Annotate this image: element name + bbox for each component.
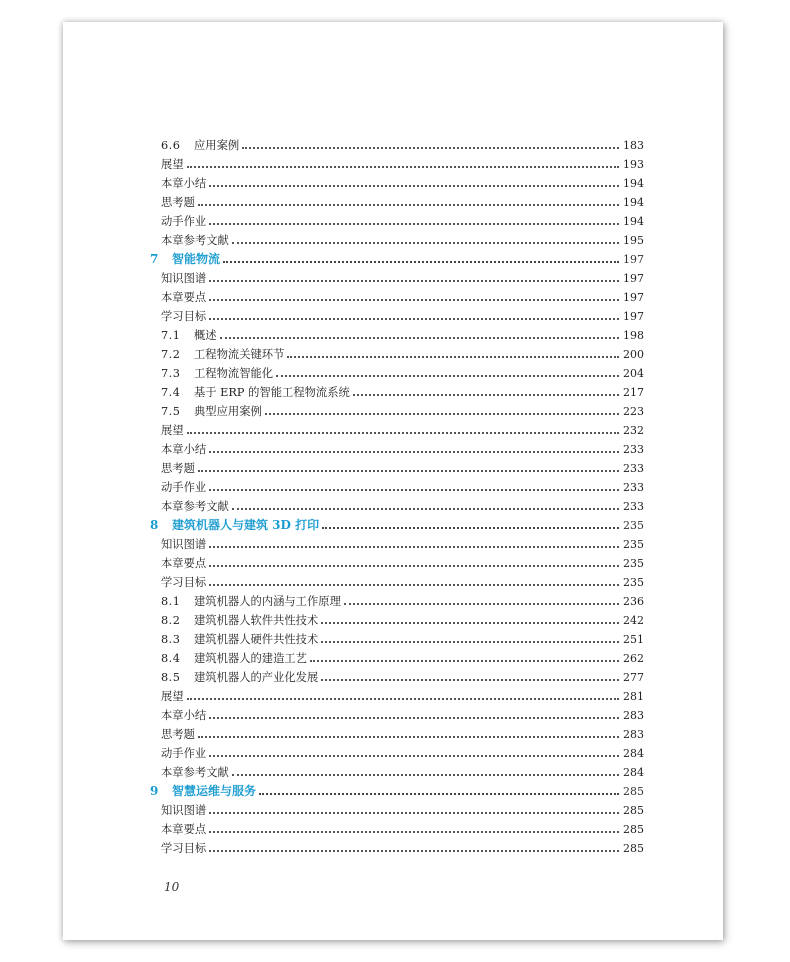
toc-entry-number: 8.1 xyxy=(161,595,181,608)
dot-leader xyxy=(321,621,619,624)
toc-section-row[interactable] xyxy=(161,590,643,609)
dot-leader xyxy=(242,146,619,149)
dot-leader xyxy=(209,184,619,187)
page-folio: 10 xyxy=(164,880,180,894)
toc-page-number: 200 xyxy=(623,348,644,361)
dot-leader xyxy=(209,488,619,491)
toc-page-number: 183 xyxy=(623,139,644,152)
toc-entry-title: 本章小结 xyxy=(161,177,207,190)
toc-page-number: 285 xyxy=(623,823,644,836)
toc-entry-title: 本章小结 xyxy=(161,709,207,722)
toc-entry-title: 建筑机器人硬件共性技术 xyxy=(194,633,319,646)
toc-page-number: 285 xyxy=(623,804,644,817)
toc-entry-title: 知识图谱 xyxy=(161,272,207,285)
dot-leader xyxy=(187,165,619,168)
toc-entry-number: 8.3 xyxy=(161,633,181,646)
toc-chapter-row[interactable] xyxy=(150,780,644,799)
toc-section-row[interactable] xyxy=(161,324,643,343)
toc-page-number: 284 xyxy=(623,766,644,779)
dot-leader xyxy=(321,678,619,681)
dot-leader xyxy=(209,317,619,320)
toc-entry-title: 建筑机器人的建造工艺 xyxy=(194,652,307,665)
toc-item-row[interactable] xyxy=(161,476,643,495)
toc-entry-number: 8 xyxy=(150,518,159,532)
toc-entry-title: 本章要点 xyxy=(161,557,207,570)
toc-item-row[interactable] xyxy=(161,191,643,210)
toc-page-number: 204 xyxy=(623,367,644,380)
toc-page-number: 285 xyxy=(623,842,644,855)
toc-page-number: 284 xyxy=(623,747,644,760)
toc-entry-title: 建筑机器人软件共性技术 xyxy=(194,614,319,627)
toc-page-number: 233 xyxy=(623,481,644,494)
dot-leader xyxy=(310,659,619,662)
toc-item-row[interactable] xyxy=(161,305,643,324)
toc-section-row[interactable] xyxy=(161,362,643,381)
toc-chapter-row[interactable] xyxy=(150,248,644,267)
toc-entry-title: 基于 ERP 的智能工程物流系统 xyxy=(194,386,350,399)
toc-entry-title: 本章要点 xyxy=(161,823,207,836)
toc-entry-title: 工程物流关键环节 xyxy=(194,348,285,361)
toc-item-row[interactable] xyxy=(161,571,643,590)
toc-chapter-row[interactable] xyxy=(150,514,644,533)
dot-leader xyxy=(353,393,619,396)
dot-leader xyxy=(209,849,619,852)
toc-page-number: 197 xyxy=(623,310,644,323)
dot-leader xyxy=(198,735,619,738)
toc-page-number: 197 xyxy=(623,291,644,304)
toc-entry-title: 典型应用案例 xyxy=(194,405,262,418)
toc-page-number: 197 xyxy=(623,272,644,285)
toc-entry-title: 动手作业 xyxy=(161,215,207,228)
dot-leader xyxy=(209,564,619,567)
toc-item-row[interactable] xyxy=(161,704,643,723)
toc-item-row[interactable] xyxy=(161,457,643,476)
toc-entry-title: 展望 xyxy=(161,424,184,437)
toc-section-row[interactable] xyxy=(161,609,643,628)
toc-page-number: 194 xyxy=(623,177,644,190)
toc-entry-title: 知识图谱 xyxy=(161,804,207,817)
toc-page-number: 235 xyxy=(623,519,644,532)
toc-item-row[interactable] xyxy=(161,438,643,457)
dot-leader xyxy=(209,583,619,586)
toc-item-row[interactable] xyxy=(161,818,643,837)
toc-entry-number: 9 xyxy=(150,784,159,798)
toc-item-row[interactable] xyxy=(161,742,643,761)
toc-page-number: 232 xyxy=(623,424,644,437)
toc-entry-title: 智慧运维与服务 xyxy=(172,784,257,798)
toc-item-row[interactable] xyxy=(161,685,643,704)
toc-item-row[interactable] xyxy=(161,495,643,514)
toc-section-row[interactable] xyxy=(161,666,643,685)
toc-item-row[interactable] xyxy=(161,267,643,286)
toc-page-number: 194 xyxy=(623,196,644,209)
toc-page-number: 233 xyxy=(623,443,644,456)
toc-item-row[interactable] xyxy=(161,837,643,856)
toc-entry-title: 展望 xyxy=(161,158,184,171)
toc-section-row[interactable] xyxy=(161,647,643,666)
toc-entry-number: 6.6 xyxy=(161,139,181,152)
toc-page-number: 193 xyxy=(623,158,644,171)
toc-entry-number: 7 xyxy=(150,252,159,266)
dot-leader xyxy=(209,450,619,453)
dot-leader xyxy=(187,697,619,700)
toc-page-number: 277 xyxy=(623,671,644,684)
toc-entry-number: 8.4 xyxy=(161,652,181,665)
toc-section-row[interactable] xyxy=(161,628,643,647)
toc-page-number: 262 xyxy=(623,652,644,665)
dot-leader xyxy=(209,222,619,225)
toc-item-row[interactable] xyxy=(161,723,643,742)
dot-leader xyxy=(287,355,619,358)
toc-item-row[interactable] xyxy=(161,533,643,552)
dot-leader xyxy=(322,526,619,529)
dot-leader xyxy=(232,241,619,244)
dot-leader xyxy=(276,374,619,377)
toc-entry-title: 本章小结 xyxy=(161,443,207,456)
toc-entry-number: 7.2 xyxy=(161,348,181,361)
dot-leader xyxy=(259,792,619,795)
toc-section-row[interactable] xyxy=(161,343,643,362)
toc-entry-number: 7.1 xyxy=(161,329,181,342)
toc-page-number: 197 xyxy=(623,253,644,266)
toc-page-number: 233 xyxy=(623,462,644,475)
toc-entry-title: 学习目标 xyxy=(161,576,207,589)
toc-page-number: 281 xyxy=(623,690,644,703)
toc-item-row[interactable] xyxy=(161,799,643,818)
dot-leader xyxy=(209,545,619,548)
toc-page-number: 251 xyxy=(623,633,644,646)
toc-section-row[interactable] xyxy=(161,134,643,153)
toc-entry-title: 思考题 xyxy=(161,728,195,741)
dot-leader xyxy=(209,716,619,719)
toc-item-row[interactable] xyxy=(161,229,643,248)
toc-entry-title: 知识图谱 xyxy=(161,538,207,551)
dot-leader xyxy=(209,298,619,301)
toc-page-number: 217 xyxy=(623,386,644,399)
toc-entry-title: 思考题 xyxy=(161,196,195,209)
toc-entry-number: 8.5 xyxy=(161,671,181,684)
toc-entry-title: 应用案例 xyxy=(194,139,240,152)
toc-entry-number: 7.3 xyxy=(161,367,181,380)
dot-leader xyxy=(344,602,619,605)
toc-page-number: 235 xyxy=(623,576,644,589)
dot-leader xyxy=(220,336,619,339)
toc-page-number: 194 xyxy=(623,215,644,228)
toc-section-row[interactable] xyxy=(161,400,643,419)
dot-leader xyxy=(209,754,619,757)
dot-leader xyxy=(232,773,619,776)
toc-page-number: 235 xyxy=(623,538,644,551)
dot-leader xyxy=(321,640,619,643)
toc-item-row[interactable] xyxy=(161,286,643,305)
toc-entry-number: 8.2 xyxy=(161,614,181,627)
toc-entry-title: 学习目标 xyxy=(161,842,207,855)
toc-entry-title: 建筑机器人的内涵与工作原理 xyxy=(194,595,341,608)
toc-entry-title: 展望 xyxy=(161,690,184,703)
toc-item-row[interactable] xyxy=(161,419,643,438)
dot-leader xyxy=(209,830,619,833)
dot-leader xyxy=(223,260,619,263)
toc-section-row[interactable] xyxy=(161,381,643,400)
toc-entry-title: 智能物流 xyxy=(172,252,221,266)
dot-leader xyxy=(209,811,619,814)
toc-entry-title: 工程物流智能化 xyxy=(194,367,274,380)
toc-entry-title: 概述 xyxy=(194,329,217,342)
toc-page-number: 283 xyxy=(623,709,644,722)
toc-page-number: 233 xyxy=(623,500,644,513)
toc-entry-title: 动手作业 xyxy=(161,747,207,760)
toc-page-number: 195 xyxy=(623,234,644,247)
toc-item-row[interactable] xyxy=(161,210,643,229)
toc-entry-title: 建筑机器人的产业化发展 xyxy=(194,671,319,684)
toc-page-number: 242 xyxy=(623,614,644,627)
toc-page-number: 235 xyxy=(623,557,644,570)
toc-page-number: 283 xyxy=(623,728,644,741)
toc-entry-title: 本章参考文献 xyxy=(161,500,229,513)
toc-page-number: 223 xyxy=(623,405,644,418)
toc-entry-number: 7.5 xyxy=(161,405,181,418)
dot-leader xyxy=(198,203,619,206)
toc-page-number: 285 xyxy=(623,785,644,798)
toc-item-row[interactable] xyxy=(161,761,643,780)
toc-entry-title: 思考题 xyxy=(161,462,195,475)
toc-item-row[interactable] xyxy=(161,552,643,571)
toc-item-row[interactable] xyxy=(161,172,643,191)
toc-entry-title: 本章要点 xyxy=(161,291,207,304)
table-of-contents xyxy=(150,134,644,856)
dot-leader xyxy=(265,412,619,415)
dot-leader xyxy=(232,507,619,510)
dot-leader xyxy=(198,469,619,472)
toc-entry-title: 本章参考文献 xyxy=(161,766,229,779)
toc-entry-title: 学习目标 xyxy=(161,310,207,323)
toc-entry-number: 7.4 xyxy=(161,386,181,399)
toc-entry-title: 本章参考文献 xyxy=(161,234,229,247)
toc-entry-title: 动手作业 xyxy=(161,481,207,494)
dot-leader xyxy=(187,431,619,434)
toc-entry-title: 建筑机器人与建筑 3D 打印 xyxy=(172,518,320,532)
dot-leader xyxy=(209,279,619,282)
toc-page-number: 236 xyxy=(623,595,644,608)
toc-page-number: 198 xyxy=(623,329,644,342)
toc-item-row[interactable] xyxy=(161,153,643,172)
